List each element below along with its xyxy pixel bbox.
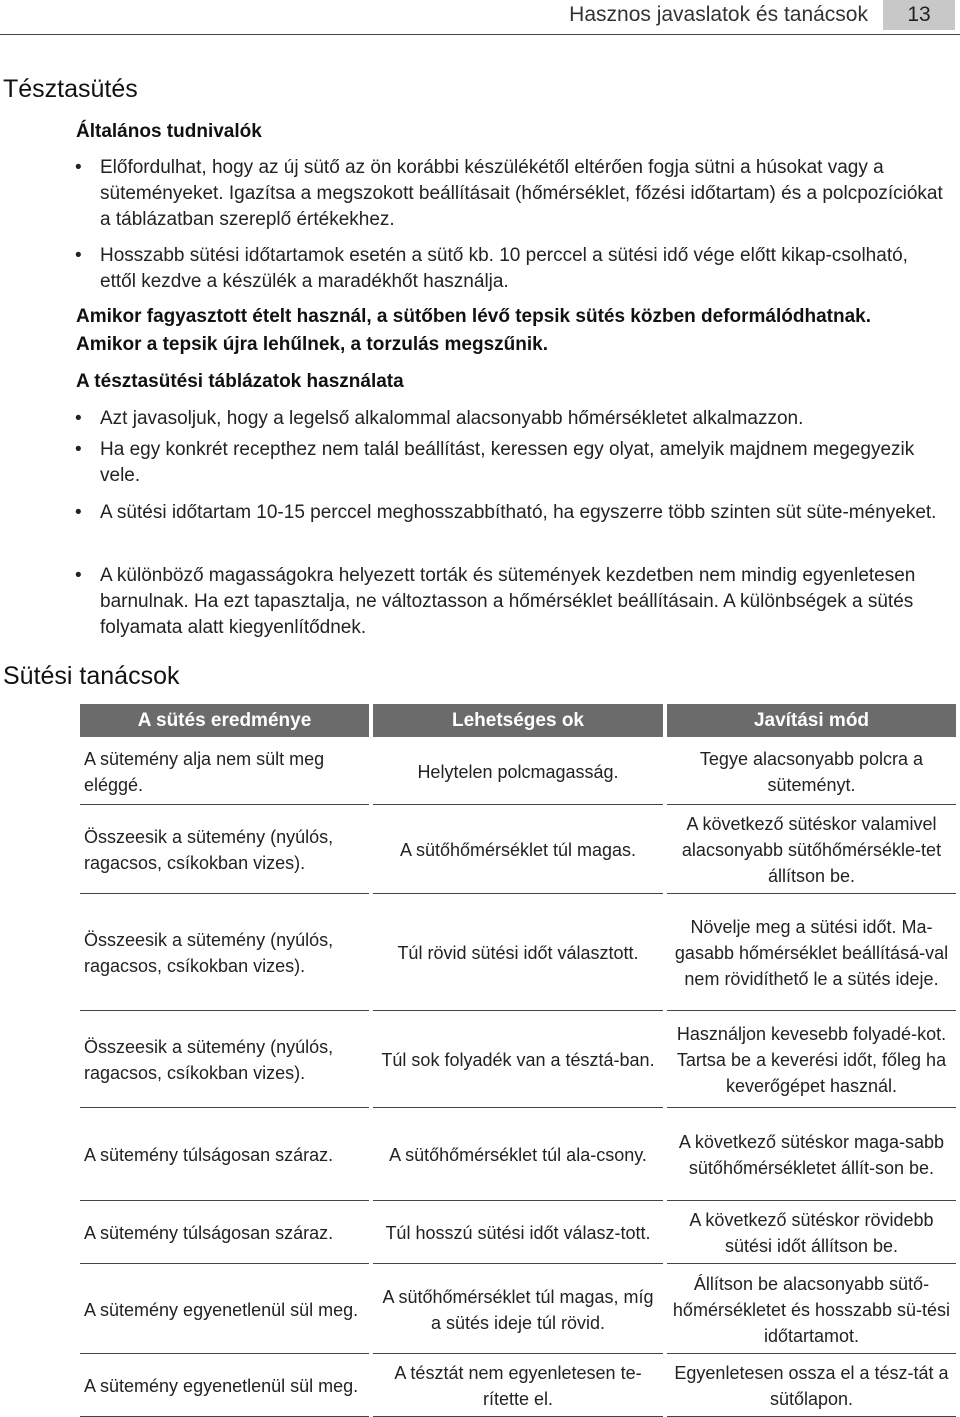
page-number: 13 xyxy=(883,0,955,30)
list-item: • A sütési időtartam 10-15 perccel meghosszabbítható, ha egyszerre több szinten süt süte-ményeket. xyxy=(100,500,946,526)
cell-cause: A tésztát nem egyenletesen te-rítette el. xyxy=(373,1354,663,1417)
column-header-remedy: Javítási mód xyxy=(667,704,956,737)
cell-remedy: A következő sütéskor maga-sabb sütőhőmérsékletet állít-son be. xyxy=(667,1108,956,1201)
header-title: Hasznos javaslatok és tanácsok xyxy=(569,3,868,26)
cell-cause: A sütőhőmérséklet túl magas, míg a sütés ideje túl rövid. xyxy=(373,1264,663,1354)
section-title-baking: Tésztasütés xyxy=(3,75,138,103)
cell-remedy: Növelje meg a sütési időt. Ma-gasabb hőmérséklet beállításá-val nem rövidíthető le a sütés ideje. xyxy=(667,894,956,1011)
cell-cause: Túl rövid sütési időt választott. xyxy=(373,894,663,1011)
table-row xyxy=(80,1354,956,1417)
bold-note-line: Amikor fagyasztott ételt használ, a sütőben lévő tepsik sütés közben deformálódhatnak. xyxy=(76,306,872,327)
table-row xyxy=(80,1201,956,1264)
cell-cause: Túl hosszú sütési időt válasz-tott. xyxy=(373,1201,663,1264)
list-item: • Előfordulhat, hogy az új sütő az ön korábbi készülékétől eltérően fogja sütni a húsokat vagy a süteményeket. Igazítsa a megszokott beállításait (hőmérséklet, főzési időtartam) és a polcpozíciókat a táblázatban szereplő értékekhez. xyxy=(100,155,946,233)
bold-note-line: Amikor a tepsik újra lehűlnek, a torzulás megszűnik. xyxy=(76,334,548,355)
cell-result: Összeesik a sütemény (nyúlós, ragacsos, csíkokban vizes). xyxy=(80,805,369,894)
table-row xyxy=(80,1108,956,1201)
list-item: • Hosszabb sütési időtartamok esetén a sütő kb. 10 perccel a sütési idő vége előtt kikap-csolható, ettől kezdve a készülék a maradékhőt használja. xyxy=(100,243,946,295)
cell-result: A sütemény alja nem sült meg eléggé. xyxy=(80,737,369,805)
cell-result: Összeesik a sütemény (nyúlós, ragacsos, csíkokban vizes). xyxy=(80,1011,369,1108)
cell-result: Összeesik a sütemény (nyúlós, ragacsos, csíkokban vizes). xyxy=(80,894,369,1011)
cell-remedy: Egyenletesen ossza el a tész-tát a sütőlapon. xyxy=(667,1354,956,1417)
list-item: • Azt javasoljuk, hogy a legelső alkalommal alacsonyabb hőmérsékletet alkalmazzon. xyxy=(100,406,946,432)
column-header-result: A sütés eredménye xyxy=(80,704,369,737)
list-item: • Ha egy konkrét recepthez nem talál beállítást, keressen egy olyat, amelyik majdnem megegyezik vele. xyxy=(100,437,946,489)
cell-remedy: Tegye alacsonyabb polcra a süteményt. xyxy=(667,737,956,805)
table-row xyxy=(80,805,956,894)
subsection-title-table-usage: A tésztasütési táblázatok használata xyxy=(76,371,404,392)
cell-result: A sütemény egyenetlenül sül meg. xyxy=(80,1264,369,1354)
cell-remedy: A következő sütéskor valamivel alacsonyabb sütőhőmérsékle-tet állítson be. xyxy=(667,805,956,894)
subsection-title-general: Általános tudnivalók xyxy=(76,121,262,142)
table-row xyxy=(80,737,956,805)
table-row xyxy=(80,1011,956,1108)
table-row xyxy=(80,894,956,1011)
header-divider xyxy=(0,34,960,35)
cell-cause: A sütőhőmérséklet túl ala-csony. xyxy=(373,1108,663,1201)
cell-cause: Túl sok folyadék van a tésztá-ban. xyxy=(373,1011,663,1108)
column-header-cause: Lehetséges ok xyxy=(373,704,663,737)
table-header-row xyxy=(80,704,956,737)
cell-remedy: A következő sütéskor rövidebb sütési időt állítson be. xyxy=(667,1201,956,1264)
cell-cause: A sütőhőmérséklet túl magas. xyxy=(373,805,663,894)
cell-result: A sütemény egyenetlenül sül meg. xyxy=(80,1354,369,1417)
section-title-baking-tips: Sütési tanácsok xyxy=(3,662,180,690)
cell-remedy: Használjon kevesebb folyadé-kot. Tartsa be a keverési időt, főleg ha keverőgépet használ. xyxy=(667,1011,956,1108)
cell-remedy: Állítson be alacsonyabb sütő-hőmérsékletet és hosszabb sü-tési időtartamot. xyxy=(667,1264,956,1354)
cell-result: A sütemény túlságosan száraz. xyxy=(80,1108,369,1201)
table-row xyxy=(80,1264,956,1354)
page-header xyxy=(0,0,960,36)
cell-result: A sütemény túlságosan száraz. xyxy=(80,1201,369,1264)
baking-tips-table xyxy=(76,704,960,1417)
list-item: • A különböző magasságokra helyezett torták és sütemények kezdetben nem mindig egyenletesen barnulnak. Ha ezt tapasztalja, ne változtasson a hőmérséklet beállításain. A különbségek a sütés folyamata alatt kiegyenlítődnek. xyxy=(100,563,946,641)
cell-cause: Helytelen polcmagasság. xyxy=(373,737,663,805)
